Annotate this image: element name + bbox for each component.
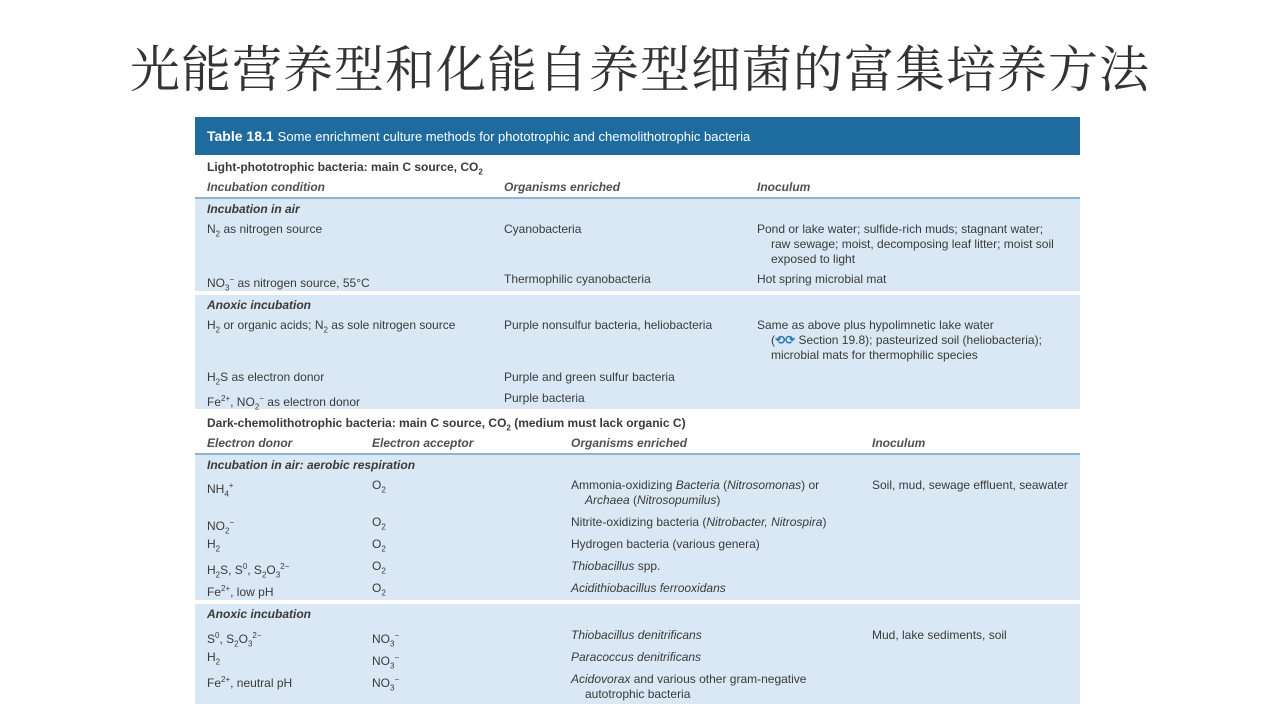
table-row: $Fe^{2+}$, low pH $O_2$ Acidithiobacillus ferrooxidans — [207, 581, 726, 599]
table-caption-bar — [195, 117, 1080, 155]
anoxic-incubation-label: Anoxic incubation — [207, 607, 312, 621]
col-electron-acceptor: Electron acceptor — [372, 436, 474, 450]
table-row: $Fe^{2+}$, neutral pH $NO_3^-$ Acidovorax and various other gram-negative autotrophic bacteria — [207, 672, 807, 701]
table-row: $N_2$ as nitrogen source Cyanobacteria Pond or lake water; sulfide-rich muds; stagnant water; raw sewage; moist, decomposing leaf litter; moist soil exposed to light — [207, 222, 1054, 266]
dark-anoxic-band — [195, 604, 1080, 704]
enrichment-table — [195, 117, 1080, 707]
anoxic-incubation-label: Anoxic incubation — [207, 298, 312, 312]
light-anoxic-band — [195, 295, 1080, 412]
slide-title: 光能营养型和化能自养型细菌的富集培养方法 — [130, 41, 1150, 99]
table-row: $S^0$, $S_2O_3^{2-}$ $NO_3^-$ Thiobacillus denitrificans Mud, lake sediments, soil — [207, 628, 1007, 649]
table-row: $Fe^{2+}$, $NO_2^-$ as electron donor Purple bacteria — [207, 391, 585, 412]
table-caption: Some enrichment culture methods for phototrophic and chemolithotrophic bacteria — [277, 129, 751, 144]
table-row: $NO_3^-$ as nitrogen source, 55°C Thermophilic cyanobacteria Hot spring microbial mat — [207, 272, 887, 293]
table-row: $H_2$ $O_2$ Hydrogen bacteria (various genera) — [207, 537, 760, 554]
col-organisms-enriched: Organisms enriched — [571, 436, 688, 450]
table-number: Table 18.1 — [207, 128, 274, 144]
subheading-row — [195, 455, 1080, 475]
table-row: $NO_2^-$ $O_2$ Nitrite-oxidizing bacteria (Nitrobacter, Nitrospira) — [207, 515, 827, 536]
light-section-heading: Light-phototrophic bacteria: main C source, $CO_2$ — [195, 157, 1080, 177]
subheading-row — [195, 199, 1080, 219]
light-column-headers — [195, 177, 1080, 199]
subheading-row — [195, 295, 1080, 315]
subheading-row — [195, 604, 1080, 625]
table-row: $H_2S$, $S^0$, $S_2O_3^{2-}$ $O_2$ Thiobacillus spp. — [207, 559, 661, 580]
table-row: $H_2S$ as electron donor Purple and green sulfur bacteria — [207, 370, 675, 387]
col-incubation-condition: Incubation condition — [207, 180, 325, 194]
table-row: $NH_4^+$ $O_2$ Ammonia-oxidizing Bacteria (Nitrosomonas) or Archaea (Nitrosopumilus) Soil, mud, sewage effluent, seawater — [207, 478, 1068, 507]
aerobic-respiration-label: Incubation in air: aerobic respiration — [207, 458, 416, 472]
light-air-band — [195, 199, 1080, 291]
col-inoculum: Inoculum — [757, 180, 811, 194]
table-row: $H_2$ or organic acids; $N_2$ as sole nitrogen source Purple nonsulfur bacteria, heliobacteria Same as above plus hypolimnetic lake water (⟲⟳ Section 19.8); pasteurized soil (heliobacteria); microbial mats for thermophilic species — [207, 318, 1042, 362]
table-row: $H_2$ $NO_3^-$ Paracoccus denitrificans — [207, 650, 702, 671]
incubation-in-air-label: Incubation in air — [207, 202, 300, 216]
section-link-icon[interactable]: ⟲⟳ — [775, 333, 796, 347]
dark-air-band — [195, 455, 1080, 600]
col-electron-donor: Electron donor — [207, 436, 293, 450]
col-inoculum: Inoculum — [872, 436, 926, 450]
dark-section-heading: Dark-chemolithotrophic bacteria: main C source, $CO_2$ (medium must lack organic C) — [195, 413, 1080, 433]
col-organisms-enriched: Organisms enriched — [504, 180, 621, 194]
dark-column-headers — [195, 433, 1080, 455]
